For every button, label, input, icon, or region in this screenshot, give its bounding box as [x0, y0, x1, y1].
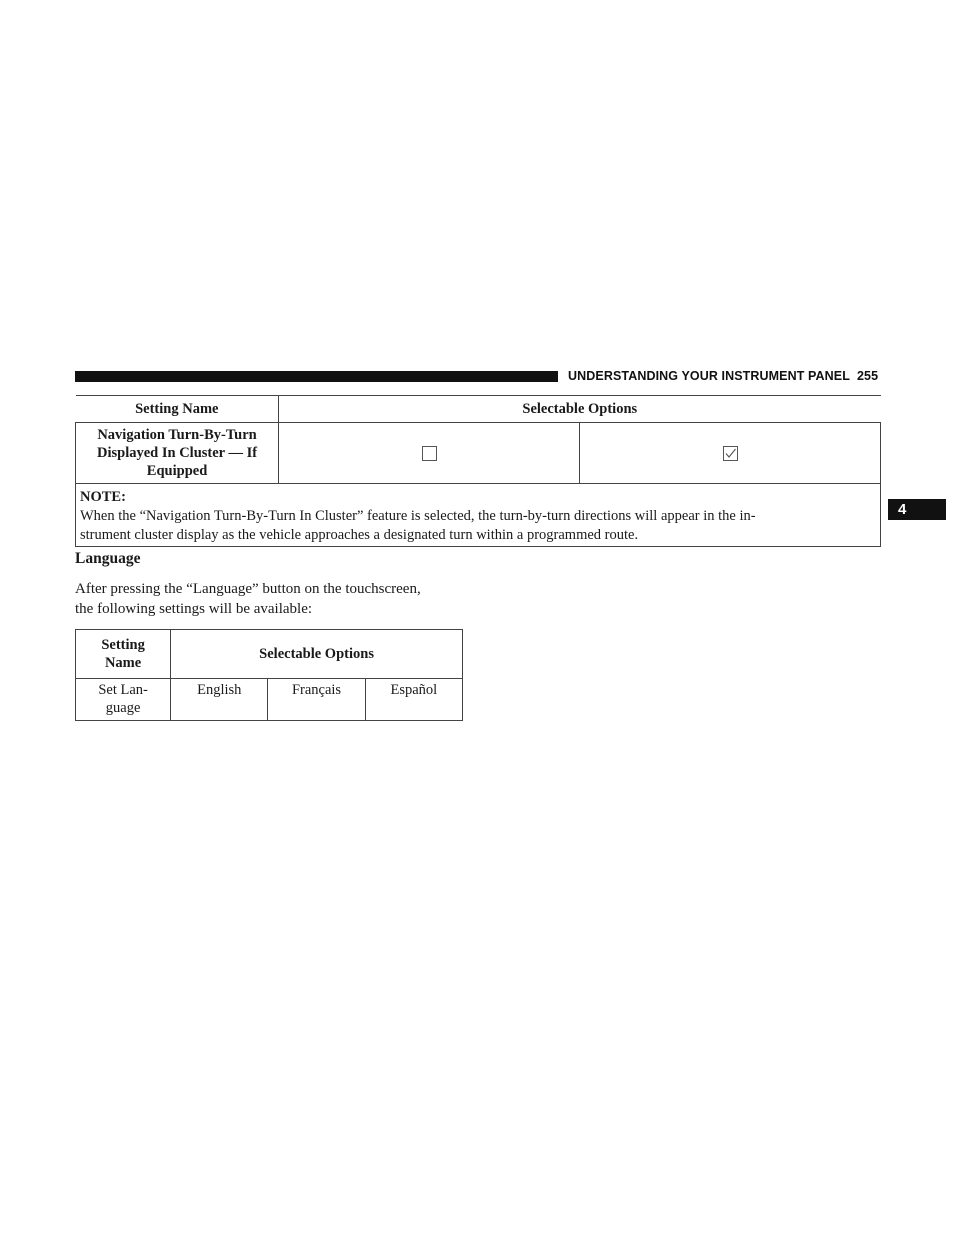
paragraph-line: the following settings will be available:	[75, 601, 313, 617]
setting-name-line: Navigation Turn-By-Turn	[97, 427, 257, 443]
running-header	[568, 369, 878, 383]
section-title-language: Language	[75, 550, 141, 567]
table-header-row	[76, 396, 881, 423]
setting-name-cell	[76, 679, 171, 721]
option-unchecked-cell	[279, 423, 580, 484]
paragraph-line: After pressing the “Language” button on the touchscreen,	[75, 581, 421, 597]
page-number: 255	[856, 369, 879, 383]
header-title: UNDERSTANDING YOUR INSTRUMENT PANEL	[568, 369, 850, 383]
setting-name-line: Set Lan-	[98, 682, 148, 698]
header-line: Setting	[101, 637, 145, 653]
header-selectable-options: Selectable Options	[171, 630, 463, 679]
checkbox-checked-icon[interactable]	[723, 446, 738, 461]
setting-name-line: Equipped	[146, 463, 208, 479]
header-line: Name	[104, 655, 142, 671]
header-setting-name: Setting Name	[76, 396, 279, 423]
option-checked-cell	[580, 423, 881, 484]
header-rule	[75, 371, 558, 382]
header-setting-name	[76, 630, 171, 679]
note-cell	[76, 484, 881, 547]
table-header-row	[76, 630, 463, 679]
option-francais[interactable]: Français	[268, 679, 365, 721]
note-row	[76, 484, 881, 547]
table-row	[76, 423, 881, 484]
chapter-tab: 4	[888, 499, 946, 520]
checkbox-unchecked-icon[interactable]	[422, 446, 437, 461]
setting-name-cell	[76, 423, 279, 484]
language-settings-table	[75, 629, 463, 721]
note-title: NOTE:	[80, 489, 126, 505]
header-selectable-options: Selectable Options	[279, 396, 881, 423]
navigation-settings-table	[75, 395, 881, 547]
option-espanol[interactable]: Español	[365, 679, 462, 721]
option-english[interactable]: English	[171, 679, 268, 721]
setting-name-line: Displayed In Cluster — If	[97, 445, 258, 461]
setting-name-line: guage	[105, 700, 141, 716]
language-description	[75, 579, 475, 619]
note-text-line: When the “Navigation Turn-By-Turn In Cluster” feature is selected, the turn-by-turn directions will appear in the in-	[80, 508, 756, 524]
table-row	[76, 679, 463, 721]
note-text-line: strument cluster display as the vehicle approaches a designated turn within a programmed route.	[80, 527, 639, 543]
